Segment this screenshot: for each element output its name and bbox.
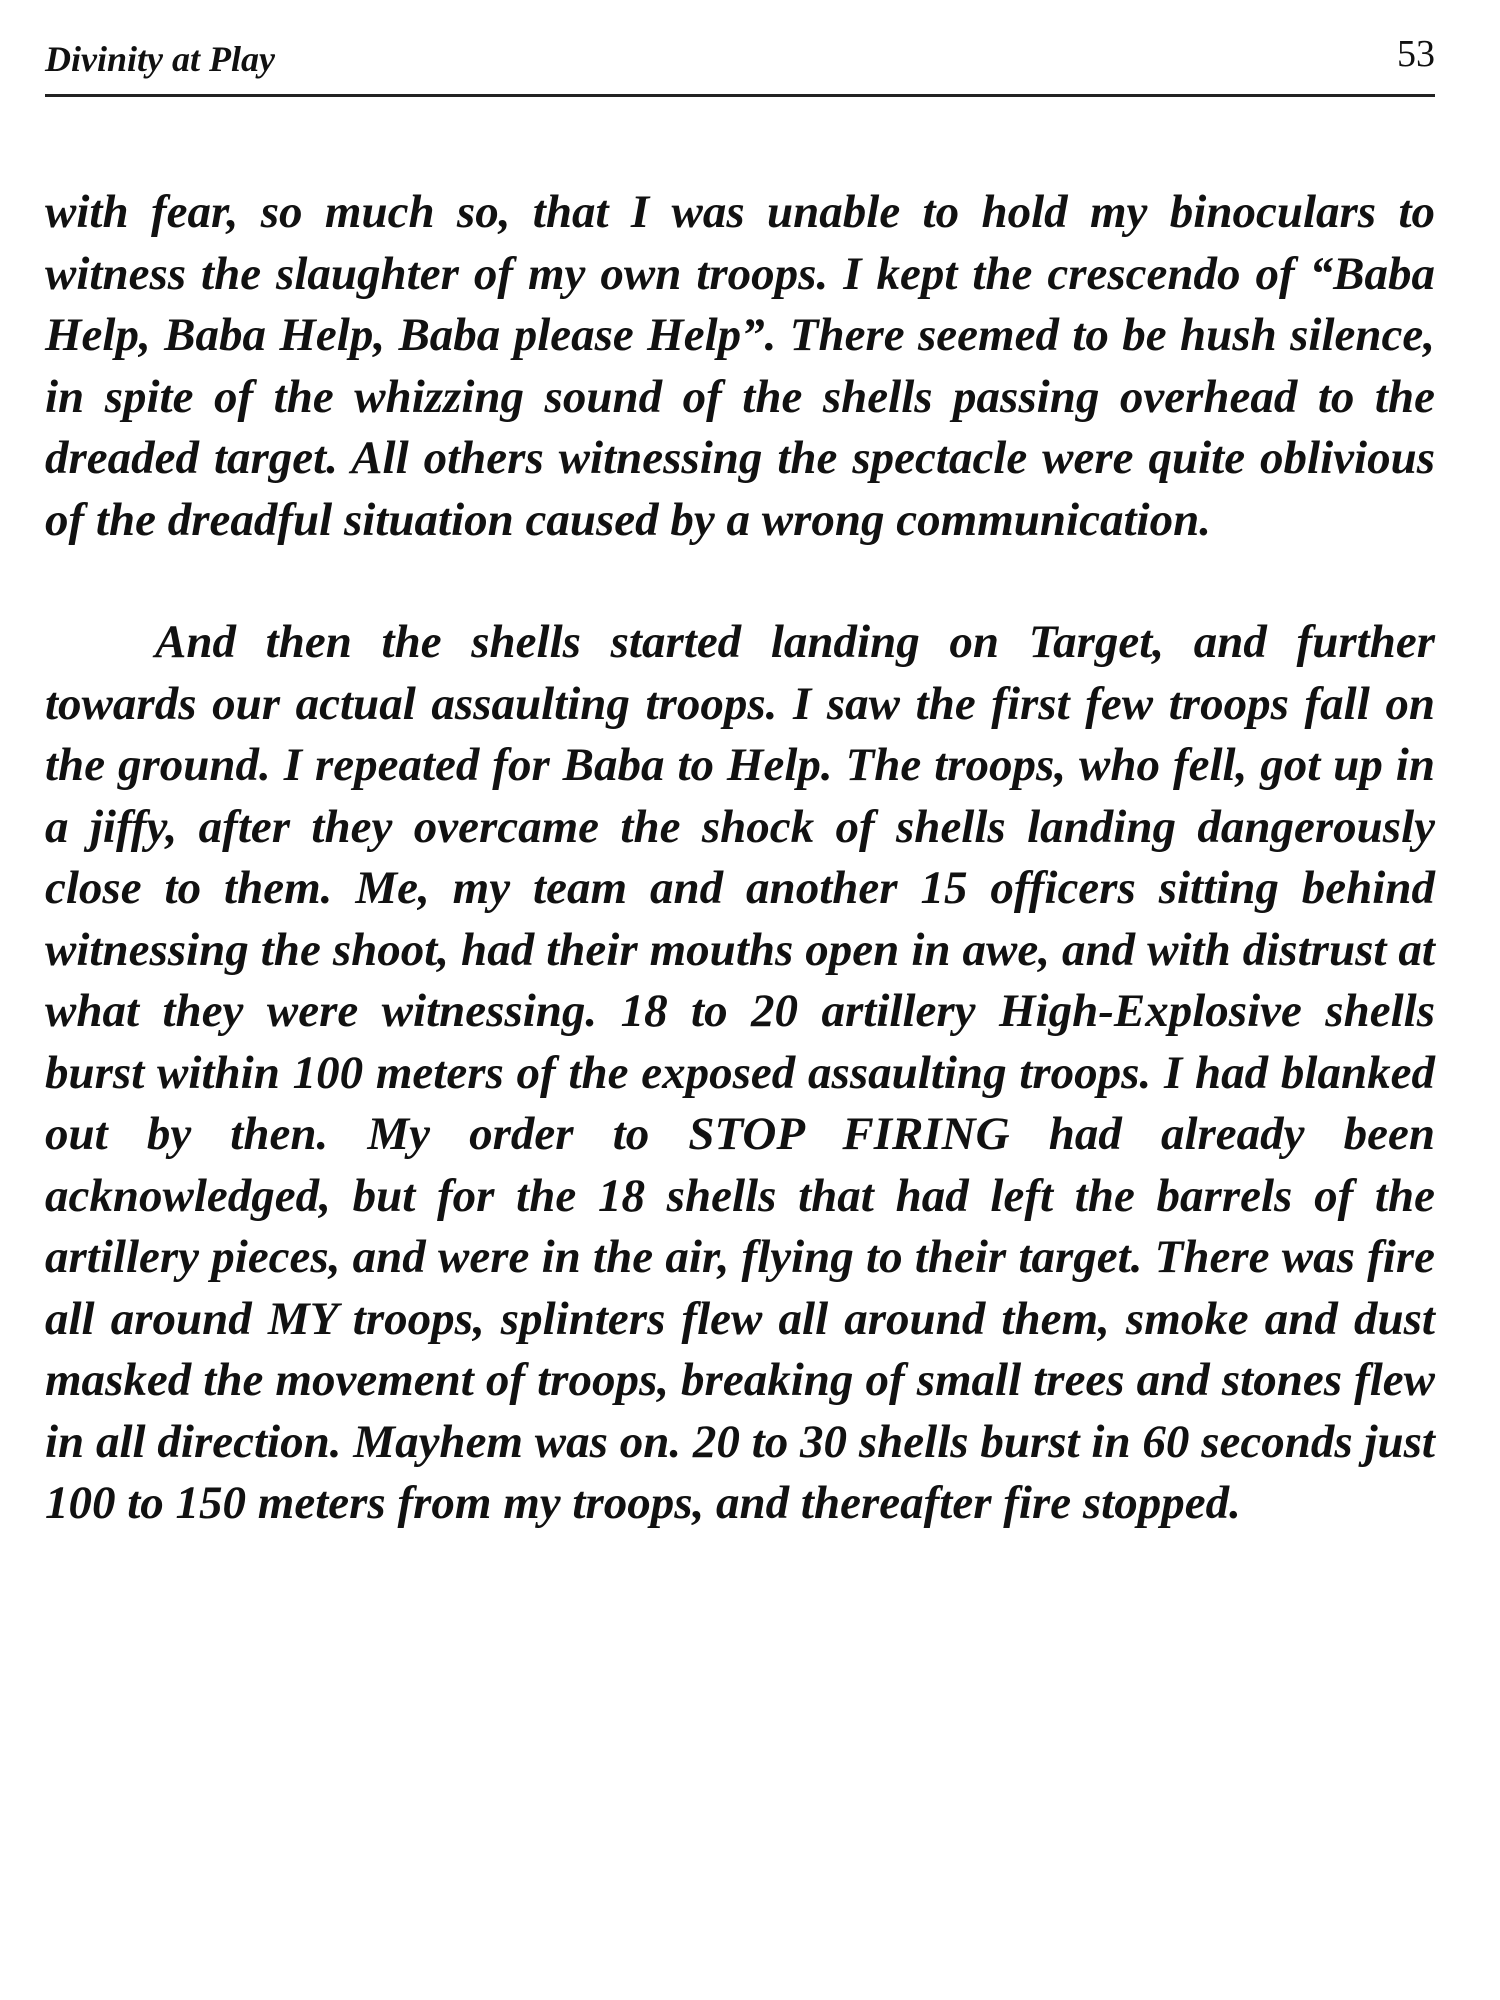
page-number: 53 bbox=[1397, 33, 1435, 75]
body-text bbox=[45, 182, 1435, 1535]
running-head: Divinity at Play bbox=[45, 39, 275, 79]
paragraph: And then the shells started landing on Target, and further towards our actual assaulting troops. I saw the first few troops fall on the ground. I repeated for Baba to Help. The troops, who fell, got up in a jiffy, after they overcame the shock of shells landing dangerously close to them. Me, my team and another 15 officers sitting behind witnessing the shoot, had their mouths open in awe, and with distrust at what they were witnessing. 18 to 20 artillery High-Explosive shells burst within 100 meters of the exposed assaulting troops. I had blanked out by then. My order to STOP FIRING had already been acknowledged, but for the 18 shells that had left the barrels of the artillery pieces, and were in the air, flying to their target. There was fire all around MY troops, splinters flew all around them, smoke and dust masked the movement of troops, breaking of small trees and stones flew in all direction. Mayhem was on. 20 to 30 shells burst in 60 seconds just 100 to 150 meters from my troops, and thereafter fire stopped. bbox=[45, 616, 1435, 1529]
page-header bbox=[45, 28, 1435, 97]
paragraph: with fear, so much so, that I was unable to hold my binoculars to witness the slaughter of my own troops. I kept the crescendo of “Baba Help, Baba Help, Baba please Help”. There seemed to be hush silence, in spite of the whizzing sound of the shells passing overhead to the dreaded target. All others witnessing the spectacle were quite oblivious of the dreadful situation caused by a wrong communication. bbox=[45, 186, 1435, 546]
